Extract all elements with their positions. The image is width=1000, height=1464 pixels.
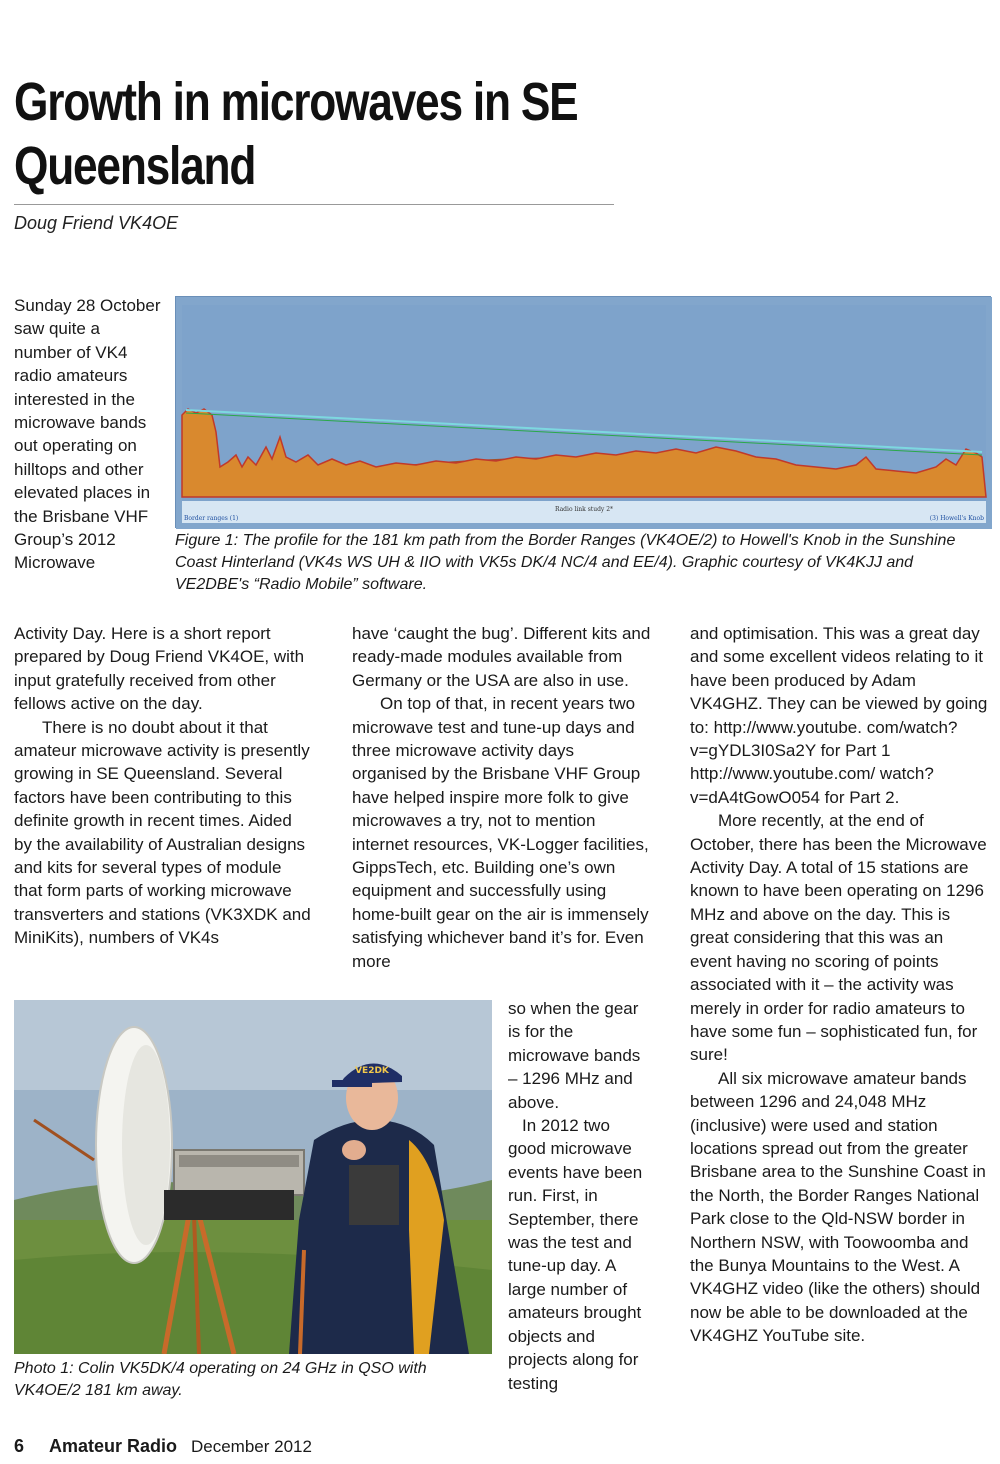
column-2-narrow bbox=[508, 997, 648, 1395]
page-number: 6 bbox=[14, 1436, 25, 1456]
col1-paragraph-2: There is no doubt about it that amateur microwave activity is presently growing in SE Queensland. Several factors have been contributing to this definite growth in recent times. Aided by the availability of Australian designs and kits for several types of module that form parts of working microwave transverters and stations (VK3XDK and MiniKits), numbers of VK4s bbox=[14, 717, 311, 948]
photo-illustration bbox=[14, 1000, 492, 1354]
col3-paragraph-1: and optimisation. This was a great day and some excellent videos relating to it have been produced by Adam VK4GHZ. They can be viewed by going to: http://www.youtube. com/watch?v=gYDL3I0Sa2Y for Part 1 http://www.youtube.com/ watch?v=dA4tGowO054 for Part 2. bbox=[690, 624, 988, 807]
col2-paragraph-2: On top of that, in recent years two microwave test and tune-up days and three microwave activity days organised by the Brisbane VHF Group have helped inspire more folk to give microwaves a try, not to mention internet resources, VK-Logger facilities, GippsTech, etc. Building one’s own equipment and successfully using home-built gear on the air is immensely satisfying whichever band it’s for. Even more bbox=[352, 694, 649, 971]
column-2 bbox=[352, 622, 652, 973]
col2-paragraph-4: In 2012 two good microwave events have been run. First, in September, there was the test and tune-up day. A large number of amateurs brought objects and projects along for testing bbox=[508, 1116, 643, 1393]
intro-narrow-text: Sunday 28 October saw quite a number of VK4 radio amateurs interested in the microwave bands out operating on hilltops and other elevated places in the Brisbane VHF Group’s 2012 Microwave bbox=[14, 296, 161, 573]
photo-1-caption: Photo 1: Colin VK5DK/4 operating on 24 GHz in QSO with VK4OE/2 181 km away. bbox=[14, 1360, 427, 1399]
graphic-left-label: Border ranges (1) bbox=[184, 515, 239, 522]
col3-paragraph-2: More recently, at the end of October, there has been the Microwave Activity Day. A total of 15 stations are known to have been operating on 1296 MHz and above on the day. This is great considering that this was an event having no scoring of points associated with it – the activity was merely in order for radio amateurs to have some fun – sophisticated fun, for sure! bbox=[690, 811, 987, 1065]
path-profile-graphic bbox=[176, 297, 992, 529]
magazine-name: Amateur Radio bbox=[49, 1436, 178, 1456]
column-1 bbox=[14, 622, 314, 950]
col1-paragraph-1: Activity Day. Here is a short report prepared by Doug Friend VK4OE, with input gratefully received from other fellows active on the day. bbox=[14, 624, 305, 714]
column-3 bbox=[690, 622, 988, 1348]
photo-1-operator bbox=[14, 1000, 492, 1354]
cap-badge-text: VE2DK bbox=[355, 1066, 389, 1076]
col2-paragraph-3: so when the gear is for the microwave bands – 1296 MHz and above. bbox=[508, 999, 641, 1112]
figure-1-path-profile bbox=[175, 296, 991, 528]
col3-paragraph-3: All six microwave amateur bands between 1296 and 24,048 MHz (inclusive) were used and station locations spread out from the greater Brisbane area to the Sunshine Coast in the North, the Border Ranges National Park close to the Qld-NSW border in Northern NSW, with Toowoomba and the Bunya Mountains to the West. A VK4GHZ video (like the others) should now be able to be downloaded at the VK4GHZ YouTube site. bbox=[690, 1068, 986, 1346]
figure-1-caption: Figure 1: The profile for the 181 km path from the Border Ranges (VK4OE/2) to Howell's Knob in the Sunshine Coast Hinterland (VK4s WS UH & IIO with VK5s DK/4 NC/4 and EE/4). Graphic courtesy of VK4KJJ and VE2DBE's “Radio Mobile” software. bbox=[175, 532, 956, 593]
graphic-inner-label: Radio link study 2* bbox=[554, 506, 614, 513]
title-divider bbox=[14, 204, 614, 205]
col2-paragraph-1: have ‘caught the bug’. Different kits and ready-made modules available from Germany or the USA are also in use. bbox=[352, 624, 651, 690]
graphic-right-label: (3) Howell's Knob bbox=[929, 515, 984, 522]
article-title: Growth in microwaves in SE Queensland bbox=[14, 72, 578, 196]
byline: Doug Friend VK4OE bbox=[14, 213, 179, 233]
issue-date: December 2012 bbox=[191, 1437, 312, 1456]
